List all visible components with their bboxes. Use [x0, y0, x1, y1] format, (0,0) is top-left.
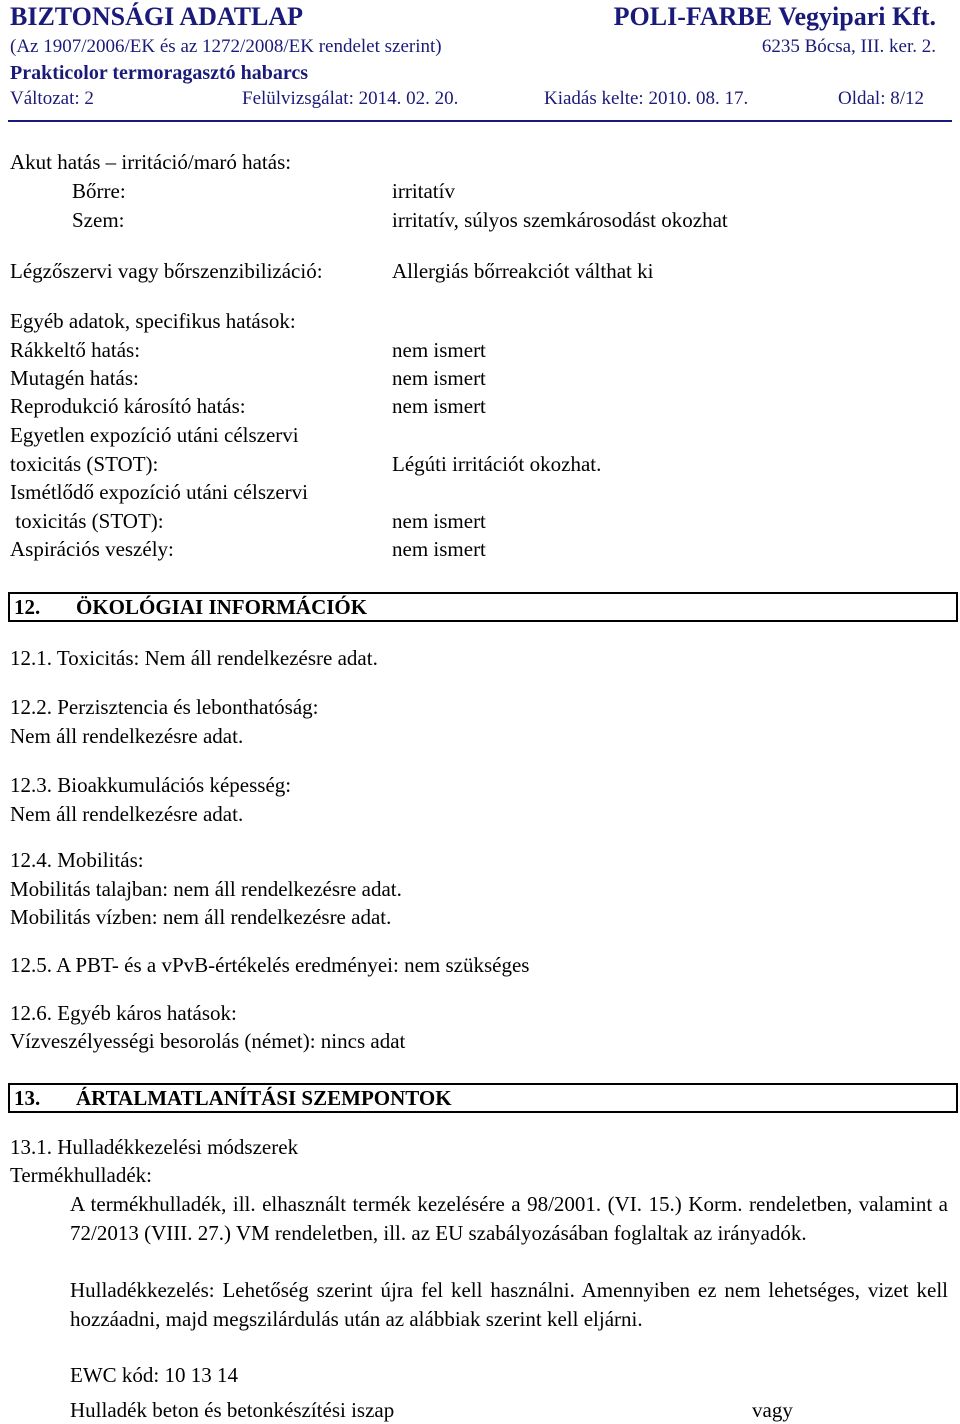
stot-repeated-label-line1: Ismétlődő expozíció utáni célszervi [10, 480, 308, 504]
product-waste-paragraph: A termékhulladék, ill. elhasznált termék kezelésére a 98/2001. (VI. 15.) Korm. rendeletben, valamint a 72/2013 (VIII. 27.) VM rendeletben, ill. az EU szabályozásában foglaltak az irányadók. [70, 1192, 948, 1245]
mobility-water: Mobilitás vízben: nem áll rendelkezésre adat. [10, 905, 392, 929]
acute-heading: Akut hatás – irritáció/maró hatás: [10, 150, 292, 174]
waste-methods-title: 13.1. Hulladékkezelési módszerek [10, 1135, 299, 1159]
carcinogenic-label: Rákkeltő hatás: [10, 338, 141, 362]
revision-date: Felülvizsgálat: 2014. 02. 20. [242, 88, 459, 109]
stot-single-label-line1: Egyetlen expozíció utáni célszervi [10, 423, 299, 447]
ewc-code: EWC kód: 10 13 14 [70, 1363, 238, 1387]
or-conjunction: vagy [752, 1398, 793, 1422]
mutagenic-value: nem ismert [392, 366, 486, 390]
sensitization-label: Légzőszervi vagy bőrszenzibilizáció: [10, 259, 323, 283]
eye-value: irritatív, súlyos szemkárosodást okozhat [392, 208, 728, 232]
product-waste-label: Termékhulladék: [10, 1163, 152, 1187]
aspiration-value: nem ismert [392, 537, 486, 561]
water-hazard-class: Vízveszélyességi besorolás (német): nincs adat [10, 1029, 406, 1053]
eye-label: Szem: [72, 208, 125, 232]
stot-single-value: Légúti irritációt okozhat. [392, 452, 602, 476]
stot-single-label-line2: toxicitás (STOT): [10, 452, 159, 476]
toxicity-line: 12.1. Toxicitás: Nem áll rendelkezésre adat. [10, 646, 378, 670]
company-name: POLI-FARBE Vegyipari Kft. [613, 2, 936, 31]
reproductive-value: nem ismert [392, 394, 486, 418]
section-12-number: 12. [14, 595, 41, 619]
header-divider [8, 120, 952, 122]
section-13-header [8, 1083, 958, 1113]
other-adverse-title: 12.6. Egyéb káros hatások: [10, 1001, 237, 1025]
skin-value: irritatív [392, 179, 455, 203]
product-name: Prakticolor termoragasztó habarcs [10, 62, 309, 84]
version: Változat: 2 [10, 88, 94, 109]
sensitization-value: Allergiás bőrreakciót válthat ki [392, 259, 654, 283]
pbt-assessment: 12.5. A PBT- és a vPvB-értékelés eredményei: nem szükséges [10, 953, 530, 977]
aspiration-label: Aspirációs veszély: [10, 537, 174, 561]
bioaccumulation-title: 12.3. Bioakkumulációs képesség: [10, 773, 292, 797]
mobility-title: 12.4. Mobilitás: [10, 848, 144, 872]
waste-handling-paragraph: Hulladékkezelés: Lehetőség szerint újra fel kell használni. Amennyiben ez nem lehetséges, vizet kell hozzáadni, majd megszilárdulás után az alábbiak szerint kell eljárni. [70, 1278, 948, 1331]
stot-repeated-label-line2: toxicitás (STOT): [10, 509, 164, 533]
carcinogenic-value: nem ismert [392, 338, 486, 362]
persistence-title: 12.2. Perzisztencia és lebonthatóság: [10, 695, 319, 719]
bioaccumulation-text: Nem áll rendelkezésre adat. [10, 802, 244, 826]
mutagenic-label: Mutagén hatás: [10, 366, 139, 390]
skin-label: Bőrre: [72, 179, 126, 203]
other-heading: Egyéb adatok, specifikus hatások: [10, 309, 296, 333]
mobility-soil: Mobilitás talajban: nem áll rendelkezésre adat. [10, 877, 402, 901]
section-12-title: ÖKOLÓGIAI INFORMÁCIÓK [76, 595, 368, 619]
section-13-title: ÁRTALMATLANÍTÁSI SZEMPONTOK [76, 1086, 452, 1110]
company-address: 6235 Bócsa, III. ker. 2. [761, 36, 936, 57]
waste-description: Hulladék beton és betonkészítési iszap [70, 1398, 395, 1422]
reproductive-label: Reprodukció károsító hatás: [10, 394, 246, 418]
issue-date: Kiadás kelte: 2010. 08. 17. [544, 88, 749, 109]
section-12-header [8, 592, 958, 622]
section-13-number: 13. [14, 1086, 41, 1110]
regulation-note: (Az 1907/2006/EK és az 1272/2008/EK rendelet szerint) [10, 36, 442, 57]
stot-repeated-value: nem ismert [392, 509, 486, 533]
page-number: Oldal: 8/12 [838, 88, 925, 109]
persistence-text: Nem áll rendelkezésre adat. [10, 724, 244, 748]
document-title: BIZTONSÁGI ADATLAP [10, 2, 304, 31]
